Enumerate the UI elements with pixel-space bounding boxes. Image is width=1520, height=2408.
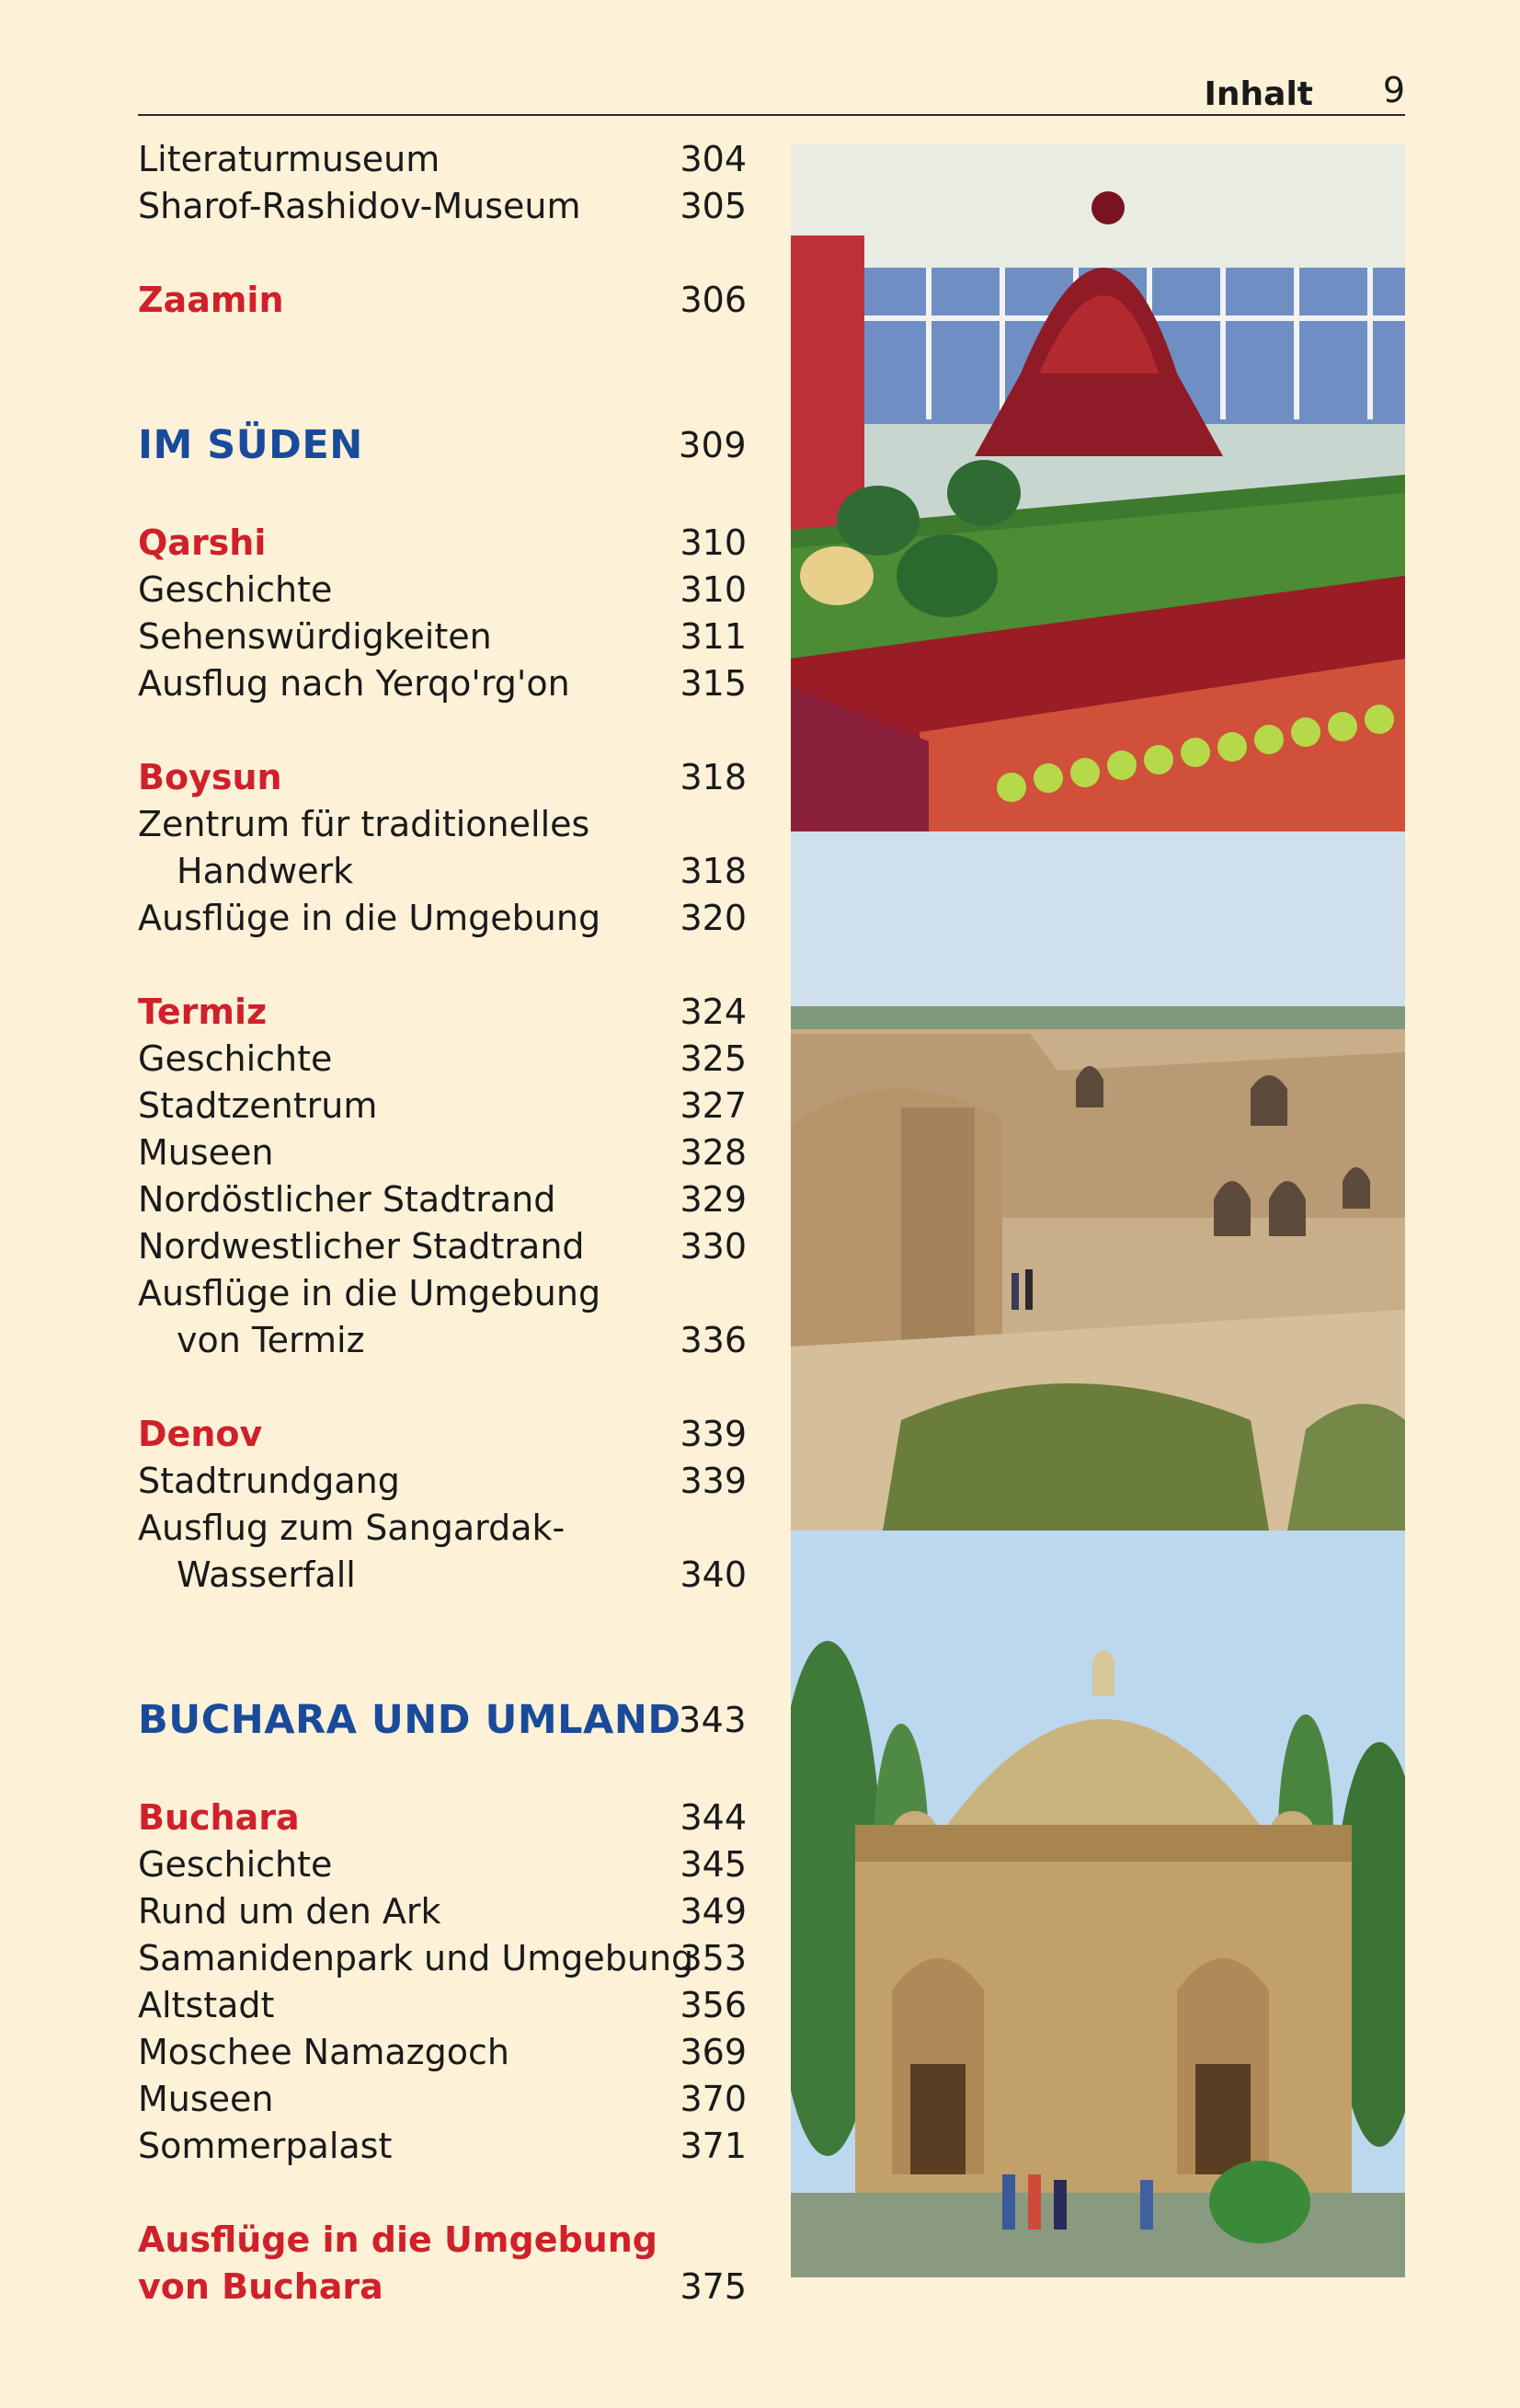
toc-entry [138,1982,747,2029]
toc-entry-page: 320 [680,898,747,938]
toc-entry [138,1552,747,1599]
toc-entry [138,1841,747,1888]
toc-entry-page: 371 [680,2126,747,2166]
toc-entry-page: 309 [678,425,747,465]
toc-entry [138,1129,747,1176]
toc-entry-title: Termiz [138,992,268,1032]
toc-spacer [138,473,747,520]
toc-spacer [138,1645,747,1692]
toc-entry-title: Handwerk [177,851,354,891]
toc-entry-page: 336 [680,1320,747,1360]
toc-subsection [138,989,747,1036]
toc-entry [138,1317,747,1364]
toc-subsection [138,2264,747,2311]
page-header [138,64,1405,116]
toc-section [138,1692,747,1748]
toc-entry [138,801,747,848]
table-of-contents [138,136,747,2311]
toc-entry-page: 339 [680,1461,747,1501]
toc-subsection [138,2217,747,2264]
toc-entry-page: 305 [680,186,747,226]
toc-entry [138,1176,747,1223]
toc-entry [138,660,747,707]
toc-subsection [138,277,747,324]
toc-entry-title: Geschichte [138,1038,333,1079]
toc-entry-title: Ausflug zum Sangardak- [138,1508,566,1548]
toc-section [138,418,747,473]
toc-entry [138,2076,747,2123]
toc-spacer [138,324,747,371]
toc-entry-title: IM SÜDEN [138,422,363,468]
toc-spacer [138,371,747,418]
toc-entry [138,136,747,183]
toc-entry [138,613,747,660]
toc-entry-title: BUCHARA UND UMLAND [138,1697,681,1743]
toc-entry-title: Stadtzentrum [138,1085,378,1126]
toc-entry-title: Buchara [138,1797,300,1838]
toc-entry-page: 345 [680,1844,747,1885]
toc-entry-page: 343 [678,1700,747,1740]
toc-entry-page: 328 [680,1132,747,1173]
toc-entry-title: Zaamin [138,280,284,320]
toc-entry-title: Ausflüge in die Umgebung [138,1273,601,1313]
toc-entry-page: 330 [680,1226,747,1267]
photo-column [791,143,1405,2277]
toc-entry [138,2029,747,2076]
toc-entry-title: Qarshi [138,522,267,563]
toc-entry [138,1223,747,1270]
toc-entry-title: Museen [138,1132,274,1173]
toc-entry [138,1270,747,1317]
toc-entry [138,2123,747,2170]
toc-entry-title: Zentrum für traditionelles [138,804,590,844]
toc-spacer [138,1599,747,1645]
toc-spacer [138,230,747,277]
toc-entry-page: 356 [680,1985,747,2025]
section-label: Inhalt [1204,75,1313,113]
toc-entry-title: Ausflüge in die Umgebung [138,898,601,938]
toc-entry-title: Rund um den Ark [138,1891,441,1932]
toc-entry-page: 353 [680,1938,747,1978]
toc-entry-title: Museen [138,2079,274,2119]
toc-entry-page: 318 [680,757,747,797]
toc-entry-title: Ausflüge in die Umgebung [138,2219,657,2260]
toc-entry-title: Wasserfall [177,1554,356,1595]
ruins-photo [791,831,1405,1531]
page-number: 9 [1382,70,1405,110]
toc-entry-title: Altstadt [138,1985,275,2025]
toc-subsection [138,754,747,801]
toc-entry-title: von Termiz [177,1320,365,1360]
toc-entry-page: 339 [680,1414,747,1454]
toc-entry-title: Nordwestlicher Stadtrand [138,1226,585,1267]
toc-entry [138,895,747,942]
toc-entry-page: 306 [680,280,747,320]
toc-entry-title: Denov [138,1414,263,1454]
toc-entry-page: 324 [680,992,747,1032]
toc-spacer [138,1748,747,1795]
toc-entry [138,1036,747,1083]
toc-entry [138,1458,747,1505]
toc-entry [138,1888,747,1935]
toc-entry-page: 340 [680,1554,747,1595]
toc-entry-page: 370 [680,2079,747,2119]
toc-spacer [138,942,747,989]
toc-entry-title: Sehenswürdigkeiten [138,616,492,657]
toc-entry [138,848,747,895]
toc-subsection [138,520,747,567]
toc-entry-page: 315 [680,663,747,704]
toc-entry-title: Literaturmuseum [138,139,440,179]
toc-entry-title: Ausflug nach Yerqo'rg'on [138,663,570,704]
fruit-market-photo [791,143,1405,831]
toc-spacer [138,1364,747,1411]
toc-entry-page: 329 [680,1179,747,1220]
toc-spacer [138,2170,747,2217]
toc-subsection [138,1795,747,1841]
toc-entry-title: von Buchara [138,2266,383,2307]
toc-entry-title: Samanidenpark und Umgebung [138,1938,694,1978]
toc-entry [138,1935,747,1982]
toc-entry-title: Geschichte [138,569,333,610]
toc-entry-page: 349 [680,1891,747,1932]
toc-entry-title: Geschichte [138,1844,333,1885]
toc-entry [138,567,747,613]
toc-entry-title: Moschee Namazgoch [138,2032,509,2072]
toc-entry-page: 310 [680,569,747,610]
toc-entry-page: 325 [680,1038,747,1079]
toc-entry-title: Sharof-Rashidov-Museum [138,186,581,226]
toc-entry-page: 304 [680,139,747,179]
toc-entry-page: 318 [680,851,747,891]
toc-entry-title: Sommerpalast [138,2126,393,2166]
mausoleum-photo [791,1531,1405,2277]
toc-entry-title: Nordöstlicher Stadtrand [138,1179,556,1220]
toc-entry-page: 369 [680,2032,747,2072]
toc-entry-page: 344 [680,1797,747,1838]
toc-subsection [138,1411,747,1458]
toc-entry [138,1083,747,1129]
toc-spacer [138,707,747,754]
toc-entry-title: Stadtrundgang [138,1461,400,1501]
toc-entry-page: 375 [680,2266,747,2307]
toc-entry-title: Boysun [138,757,282,797]
toc-entry-page: 327 [680,1085,747,1126]
toc-entry [138,183,747,230]
toc-entry [138,1505,747,1552]
toc-entry-page: 310 [680,522,747,563]
toc-entry-page: 311 [680,616,747,657]
